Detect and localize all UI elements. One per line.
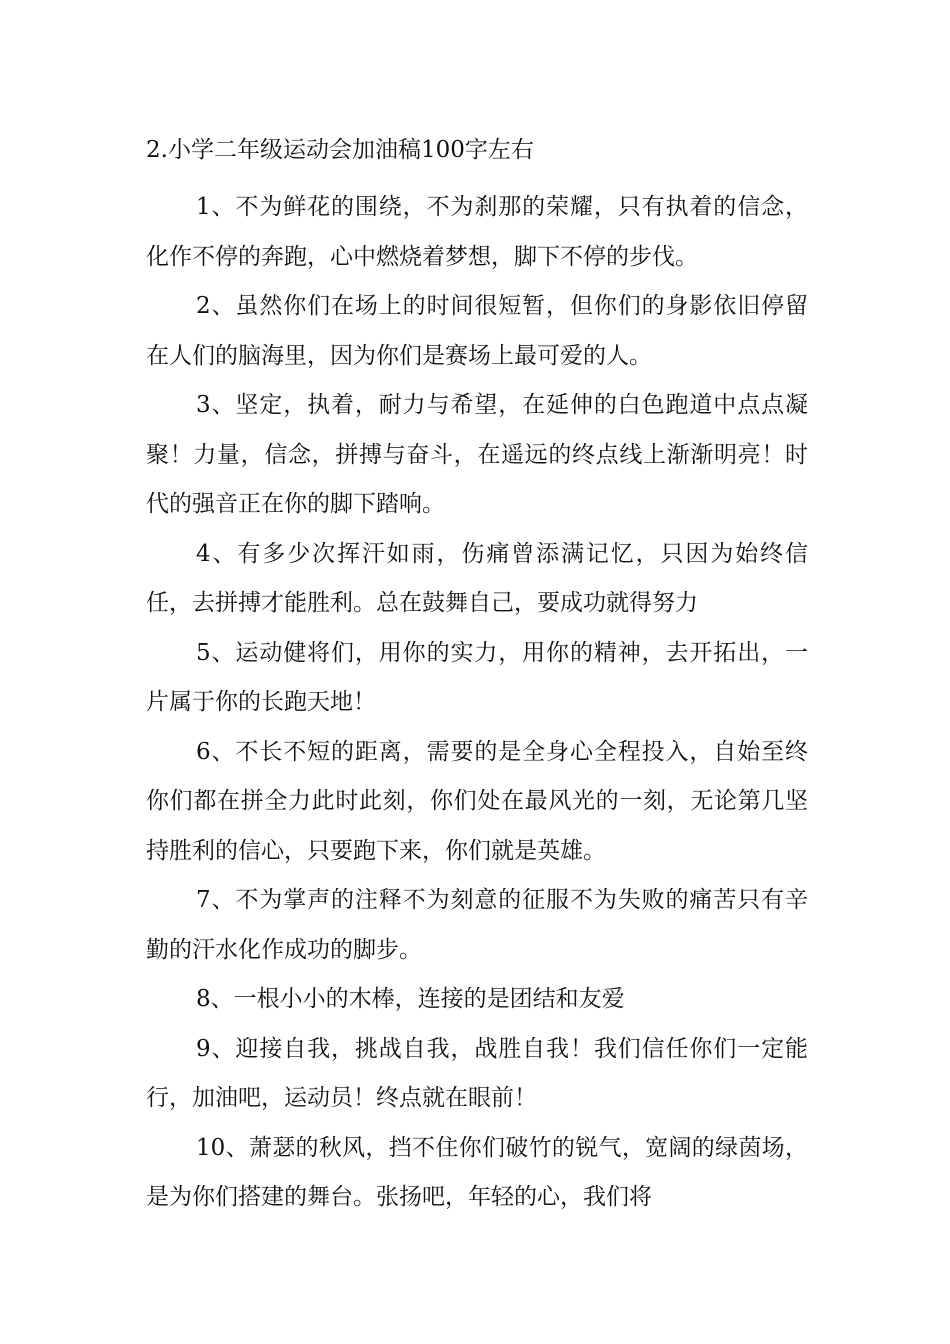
paragraph-6: 6、不长不短的距离，需要的是全身心全程投入，自始至终你们都在拼全力此时此刻，你们处在最风光的一刻，无论第几坚持胜利的信心，只要跑下来，你们就是英雄。 bbox=[146, 738, 808, 864]
paragraph-10: 10、萧瑟的秋风，挡不住你们破竹的锐气，宽阔的绿茵场，是为你们搭建的舞台。张扬吧，年轻的心，我们将 bbox=[146, 1134, 808, 1210]
document-page bbox=[146, 133, 808, 1223]
paragraph-9: 9、迎接自我，挑战自我，战胜自我！我们信任你们一定能行，加油吧，运动员！终点就在眼前！ bbox=[146, 1035, 808, 1111]
paragraph-4: 4、有多少次挥汗如雨，伤痛曾添满记忆，只因为始终信任，去拼搏才能胜利。总在鼓舞自己，要成功就得努力 bbox=[146, 540, 808, 616]
paragraph-1: 1、不为鲜花的围绕，不为刹那的荣耀，只有执着的信念，化作不停的奔跑，心中燃烧着梦想，脚下不停的步伐。 bbox=[146, 194, 808, 270]
paragraph-2: 2、虽然你们在场上的时间很短暂，但你们的身影依旧停留在人们的脑海里，因为你们是赛场上最可爱的人。 bbox=[146, 293, 808, 369]
paragraph-5: 5、运动健将们，用你的实力，用你的精神，去开拓出，一片属于你的长跑天地！ bbox=[146, 639, 808, 715]
paragraph-8: 8、一根小小的木棒，连接的是团结和友爱 bbox=[196, 986, 625, 1012]
document-title: 2.小学二年级运动会加油稿100字左右 bbox=[146, 137, 534, 163]
paragraph-3: 3、坚定，执着，耐力与希望，在延伸的白色跑道中点点凝聚！力量，信念，拼搏与奋斗，在遥远的终点线上渐渐明亮！时代的强音正在你的脚下踏响。 bbox=[146, 392, 808, 517]
paragraph-7: 7、不为掌声的注释不为刻意的征服不为失败的痛苦只有辛勤的汗水化作成功的脚步。 bbox=[146, 887, 808, 963]
